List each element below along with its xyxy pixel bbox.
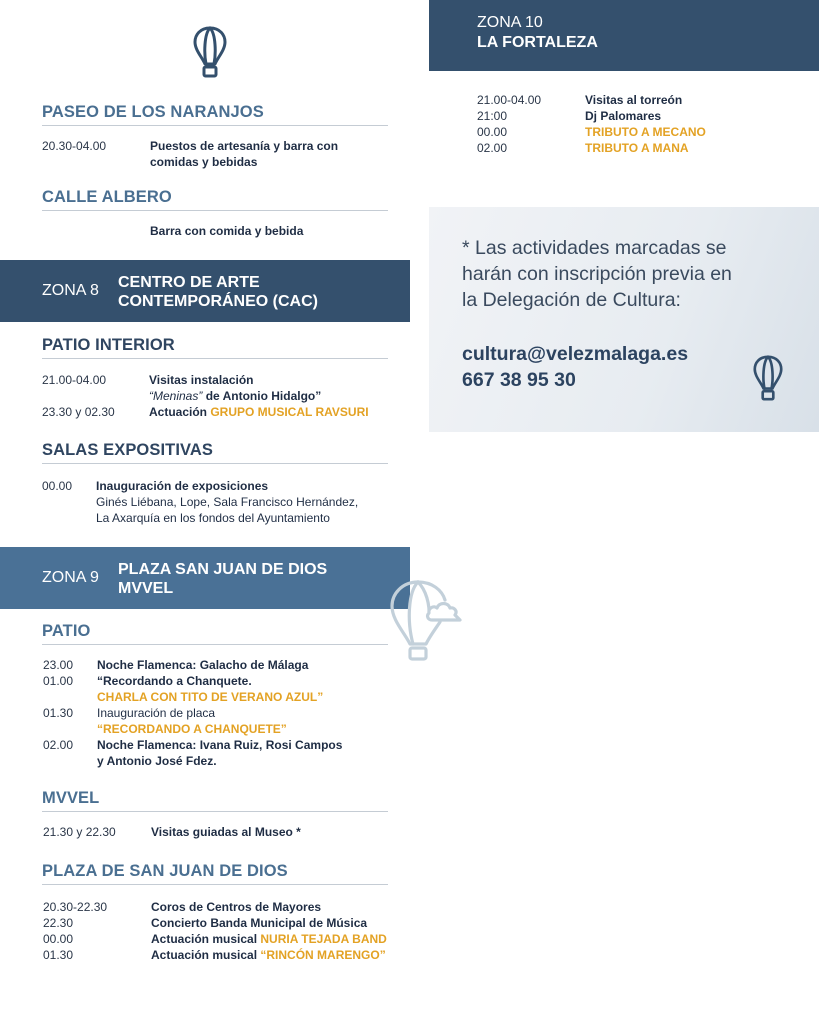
event-desc: Dj Palomares [585, 109, 662, 123]
event-time: 23.30 y 02.30 [42, 405, 115, 419]
event-time: 02.00 [477, 141, 508, 155]
event-row [43, 657, 342, 673]
info-box [429, 207, 819, 432]
event-row [43, 673, 342, 705]
section-title-patio-interior: PATIO INTERIOR [42, 336, 388, 359]
zone-9-header [0, 547, 410, 609]
event-desc-line1: Noche Flamenca: Ivana Ruiz, Rosi Campos [97, 738, 343, 752]
event-time: 01.00 [43, 674, 74, 688]
hot-air-balloon-icon [753, 353, 783, 403]
zone-label: ZONA 10 [477, 14, 543, 31]
info-note-line3: la Delegación de Cultura: [462, 289, 681, 311]
event-desc [151, 947, 386, 963]
event-time: 01.30 [43, 948, 74, 962]
patio-events [43, 657, 342, 769]
event-desc: Visitas al torreón [585, 93, 683, 107]
event-time [42, 223, 150, 239]
event-highlight: CHARLA CON TITO DE VERANO AZUL” [97, 690, 324, 704]
event-time: 01.30 [43, 706, 74, 720]
event-desc-line1: Puestos de artesanía y barra con [150, 139, 339, 153]
event-time: 20.30-22.30 [43, 900, 108, 914]
event-desc [97, 705, 287, 737]
zone-10-header [429, 0, 819, 71]
contact-phone[interactable]: 667 38 95 30 [462, 369, 576, 391]
salas-events [42, 478, 358, 526]
event-highlight: NURIA TEJADA BAND [260, 932, 387, 946]
plaza-events [43, 899, 387, 963]
event-row [43, 824, 301, 840]
event-row [42, 478, 358, 526]
event-row [43, 947, 387, 963]
event-desc [149, 404, 369, 420]
hot-air-balloon-icon [193, 26, 227, 78]
section-title-plaza: PLAZA DE SAN JUAN DE DIOS [42, 862, 388, 885]
zona10-events [477, 92, 706, 156]
event-time: 00.00 [477, 125, 508, 139]
mvvel-events [43, 824, 301, 840]
event-desc-line2: y Antonio José Fdez. [97, 754, 217, 768]
info-note-line1: * Las actividades marcadas se [462, 237, 727, 259]
section-title-albero: CALLE ALBERO [42, 188, 388, 211]
event-row [43, 915, 387, 931]
event-desc [96, 478, 358, 526]
event-time: 21:00 [477, 109, 508, 123]
event-row [43, 931, 387, 947]
event-highlight: TRIBUTO A MECANO [585, 125, 706, 139]
zone-8-header [0, 260, 410, 322]
patio-interior-events [42, 372, 369, 420]
event-desc-prefix: Actuación musical [151, 948, 261, 962]
section-title-paseo: PASEO DE LOS NARANJOS [42, 103, 388, 126]
zone-name [118, 560, 327, 598]
event-desc: Concierto Banda Municipal de Música [151, 916, 368, 930]
event-row [477, 92, 706, 108]
section-title-patio: PATIO [42, 622, 388, 645]
event-desc: Noche Flamenca: Galacho de Málaga [97, 658, 309, 672]
event-highlight: GRUPO MUSICAL RAVSURI [210, 405, 369, 419]
event-time: 21.30 y 22.30 [43, 825, 116, 839]
event-desc-line2: Ginés Liébana, Lope, Sala Francisco Hernández, [96, 495, 359, 509]
event-time: 21.00-04.00 [42, 373, 107, 387]
event-desc-line1: Visitas instalación [149, 373, 254, 387]
event-desc: Barra con comida y bebida [150, 224, 304, 238]
event-row [42, 404, 369, 420]
section-title-mvvel: MVVEL [42, 789, 388, 812]
event-row [477, 124, 706, 140]
section-title-salas: SALAS EXPOSITIVAS [42, 441, 388, 464]
contact-info [462, 341, 688, 393]
event-time: 21.00-04.00 [477, 93, 542, 107]
event-desc-line1: Inauguración de exposiciones [96, 479, 269, 493]
event-desc-line1: “Recordando a Chanquete. [97, 674, 252, 688]
event-row [43, 899, 387, 915]
info-note-line2: harán con inscripción previa en [462, 263, 732, 285]
zone-name [118, 273, 318, 311]
zone-name-line1: CENTRO DE ARTE [118, 274, 260, 291]
event-desc [97, 673, 323, 705]
event-row [42, 138, 338, 170]
event-desc [97, 737, 342, 769]
zone-label: ZONA 9 [42, 569, 99, 586]
event-row [43, 737, 342, 769]
zone-name-line1: PLAZA SAN JUAN DE DIOS [118, 561, 328, 578]
event-highlight: “RINCÓN MARENGO” [260, 948, 386, 962]
event-time: 00.00 [43, 932, 74, 946]
event-time: 22.30 [43, 916, 74, 930]
event-row [43, 705, 342, 737]
event-time: 23.00 [43, 658, 74, 672]
event-time: 02.00 [43, 738, 74, 752]
event-desc [149, 372, 321, 404]
event-row [42, 223, 303, 239]
event-time: 00.00 [42, 479, 73, 493]
contact-email-link[interactable]: cultura@velezmalaga.es [462, 343, 689, 365]
albero-events [42, 223, 303, 239]
zone-name-line2: MVVEL [118, 580, 174, 597]
event-desc-rest: de Antonio Hidalgo” [202, 389, 322, 403]
event-desc-line3: La Axarquía en los fondos del Ayuntamiento [96, 511, 330, 525]
event-row [477, 140, 706, 156]
event-row [477, 108, 706, 124]
zone-label: ZONA 8 [42, 282, 99, 299]
event-desc-prefix: Actuación [149, 405, 211, 419]
event-highlight: TRIBUTO A MANA [585, 141, 689, 155]
event-desc: Coros de Centros de Mayores [151, 900, 322, 914]
event-desc [151, 931, 387, 947]
event-desc-prefix: Actuación musical [151, 932, 261, 946]
event-desc-italic: “Meninas” [149, 389, 203, 403]
zone-name-line2: CONTEMPORÁNEO (CAC) [118, 293, 318, 310]
event-desc-line1: Inauguración de placa [97, 706, 216, 720]
zone-name: LA FORTALEZA [477, 34, 598, 51]
event-desc-line2: comidas y bebidas [150, 155, 258, 169]
hot-air-balloon-cloud-icon [388, 578, 464, 662]
info-note [462, 235, 782, 313]
event-row [42, 372, 369, 404]
paseo-events [42, 138, 338, 170]
event-time: 20.30-04.00 [42, 139, 107, 153]
event-desc [150, 138, 338, 170]
event-highlight: “RECORDANDO A CHANQUETE” [97, 722, 287, 736]
event-desc: Visitas guiadas al Museo * [151, 825, 301, 839]
